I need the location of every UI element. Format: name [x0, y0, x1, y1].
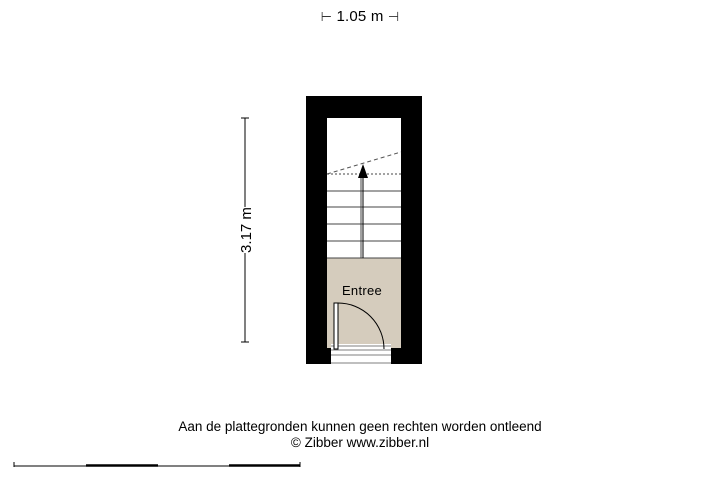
doorway	[331, 344, 391, 364]
scale-bar	[14, 462, 300, 467]
height-dimension-label: 3.17 m	[238, 207, 255, 253]
copyright-text: © Zibber www.zibber.nl	[290, 435, 430, 450]
disclaimer-text: Aan de plattegronden kunnen geen rechten worden ontleend	[178, 419, 542, 434]
width-dimension-label: 1.05 m	[336, 8, 384, 25]
dimension-tick-right: ⊣	[387, 9, 400, 24]
dimension-tick-left: ⊢	[320, 9, 333, 24]
footer	[0, 419, 720, 451]
stair-area	[327, 118, 401, 258]
room-label-entree: Entree	[341, 283, 383, 298]
